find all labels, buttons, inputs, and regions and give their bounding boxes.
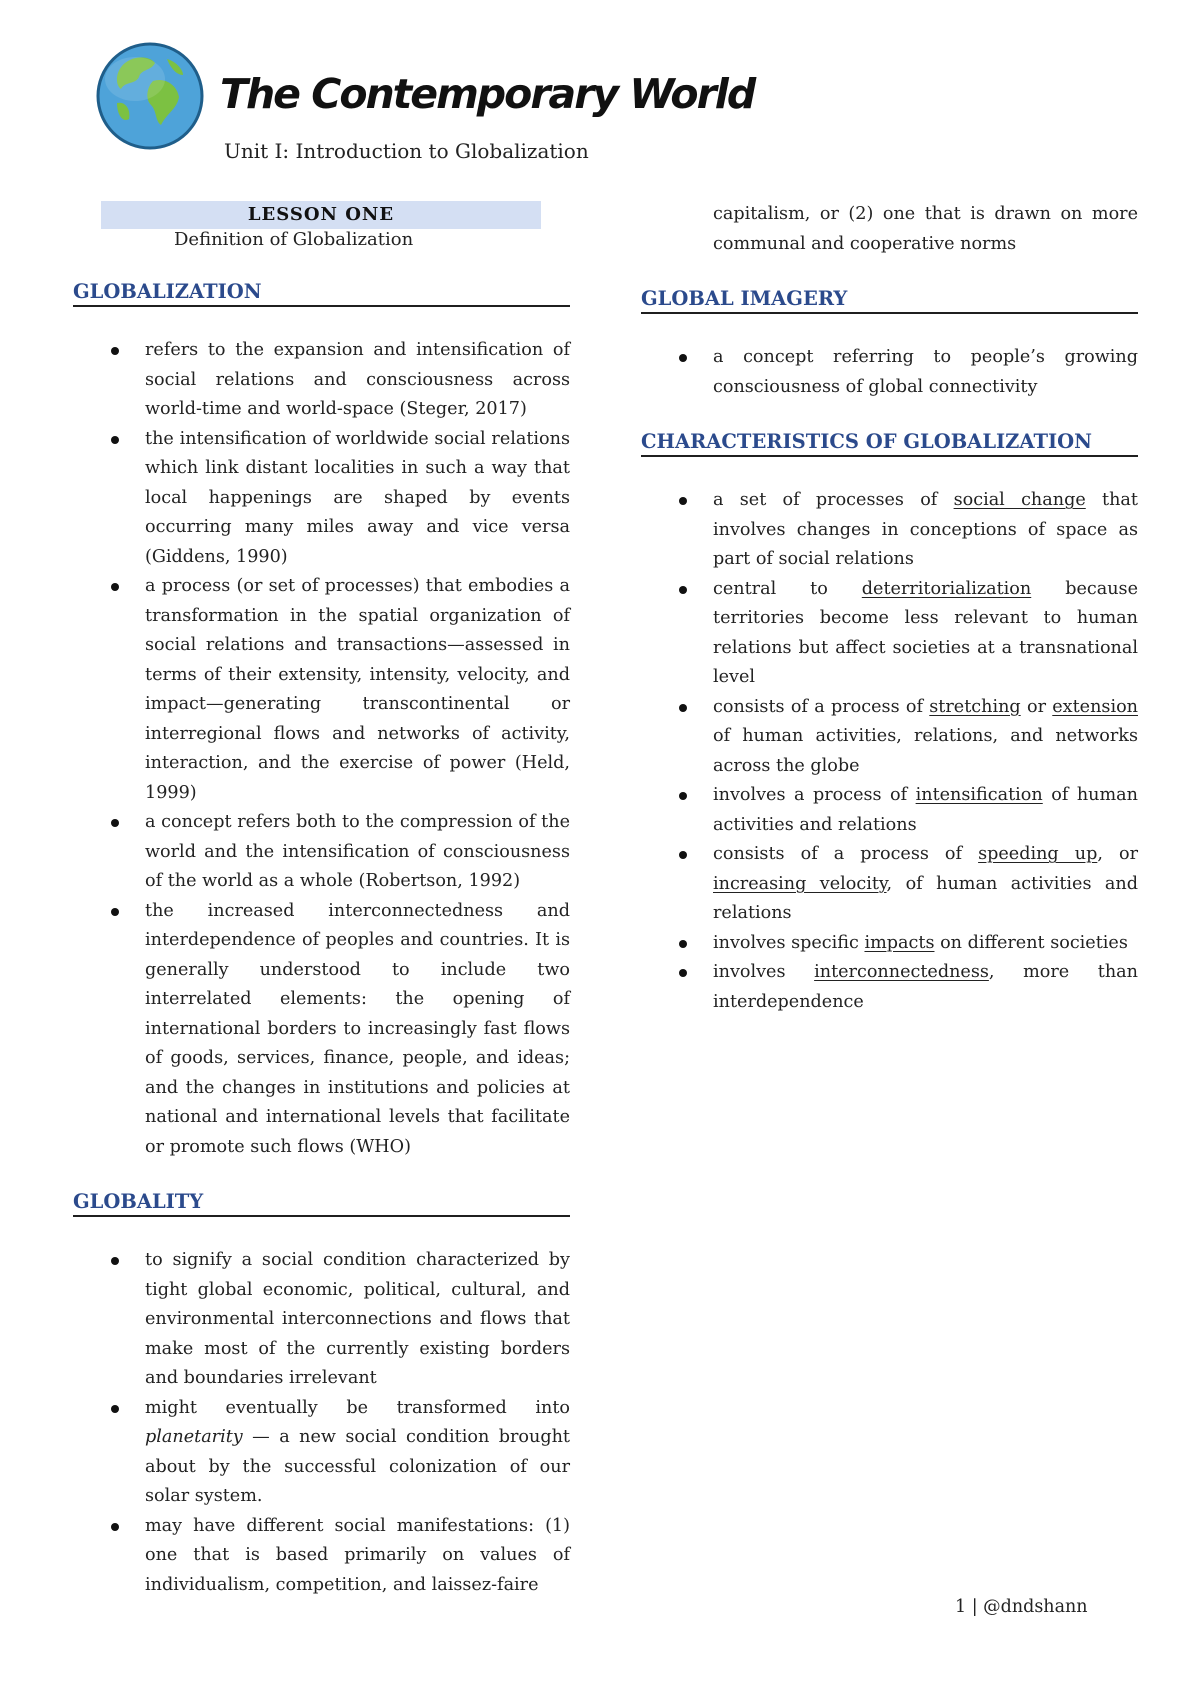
bullet-icon <box>679 792 687 800</box>
bullet-icon <box>111 1523 119 1531</box>
document-title: The Contemporary World <box>220 70 755 118</box>
list-item: to signify a social condition characterized by tight global economic, political, cultural, and environmental interconnections and flows that make most of the currently existing borders and boundaries irrelevant <box>73 1246 570 1394</box>
bullet-icon <box>111 347 119 355</box>
left-column <box>73 280 570 1600</box>
bullet-icon <box>679 354 687 362</box>
section-title-characteristics: CHARACTERISTICS OF GLOBALIZATION <box>641 430 1138 457</box>
bullet-icon <box>679 851 687 859</box>
globality-continued-text: capitalism, or (2) one that is drawn on more communal and cooperative norms <box>713 204 1138 254</box>
list-item: involves a process of intensification of human activities and relations <box>641 781 1138 840</box>
list-item: involves specific impacts on different societies <box>641 929 1138 959</box>
list-item: the increased interconnectedness and interdependence of peoples and countries. It is generally understood to include two interrelated elements: the opening of international borders to increasingly fast flows of goods, services, finance, people, and ideas; and the changes in institutions and policies at national and international levels that facilitate or promote such flows (WHO) <box>73 897 570 1163</box>
global-imagery-list <box>641 343 1138 402</box>
bullet-icon <box>679 940 687 948</box>
lesson-definition: Definition of Globalization <box>174 229 414 250</box>
section-title-globality: GLOBALITY <box>73 1190 570 1217</box>
bullet-icon <box>111 583 119 591</box>
globe-icon <box>95 41 205 151</box>
list-item: the intensification of worldwide social relations which link distant localities in such a way that local happenings are shaped by events occurring many miles away and vice versa (Giddens, 1990) <box>73 425 570 573</box>
bullet-icon <box>679 704 687 712</box>
bullet-icon <box>679 969 687 977</box>
emphasis-planetarity: planetarity <box>145 1427 243 1447</box>
bullet-icon <box>679 497 687 505</box>
bullet-icon <box>111 1257 119 1265</box>
list-item: consists of a process of stretching or extension of human activities, relations, and networks across the globe <box>641 693 1138 782</box>
list-item: a process (or set of processes) that embodies a transformation in the spatial organization of social relations and transactions—assessed in terms of their extensity, intensity, velocity, and impact—generating transcontinental or interregional flows and networks of activity, interaction, and the exercise of power (Held, 1999) <box>73 572 570 808</box>
list-item: involves interconnectedness, more than interdependence <box>641 958 1138 1017</box>
list-item: central to deterritorialization because territories become less relevant to human relations but affect societies at a transnational level <box>641 575 1138 693</box>
bullet-icon <box>111 819 119 827</box>
page-footer: 1 | @dndshann <box>955 1597 1088 1617</box>
list-item: a set of processes of social change that involves changes in conceptions of space as part of social relations <box>641 486 1138 575</box>
section-title-global-imagery: GLOBAL IMAGERY <box>641 287 1138 314</box>
list-item: may have different social manifestations: (1) one that is based primarily on values of individualism, competition, and laissez-faire <box>73 1512 570 1601</box>
unit-subtitle: Unit I: Introduction to Globalization <box>224 139 589 163</box>
bullet-icon <box>111 908 119 916</box>
globalization-list <box>73 336 570 1162</box>
right-column <box>641 200 1138 1017</box>
bullet-icon <box>111 436 119 444</box>
globality-list <box>73 1246 570 1600</box>
bullet-icon <box>111 1405 119 1413</box>
bullet-icon <box>679 586 687 594</box>
list-item: a concept referring to people’s growing consciousness of global connectivity <box>641 343 1138 402</box>
section-title-globalization: GLOBALIZATION <box>73 280 570 307</box>
lesson-label: LESSON ONE <box>101 201 541 229</box>
list-item: a concept refers both to the compression of the world and the intensification of consciousness of the world as a whole (Robertson, 1992) <box>73 808 570 897</box>
list-item: consists of a process of speeding up, or increasing velocity, of human activities and relations <box>641 840 1138 929</box>
characteristics-list <box>641 486 1138 1017</box>
list-item: refers to the expansion and intensification of social relations and consciousness across world-time and world-space (Steger, 2017) <box>73 336 570 425</box>
list-item: might eventually be transformed into planetarity — a new social condition brought about by the successful colonization of our solar system. <box>73 1394 570 1512</box>
